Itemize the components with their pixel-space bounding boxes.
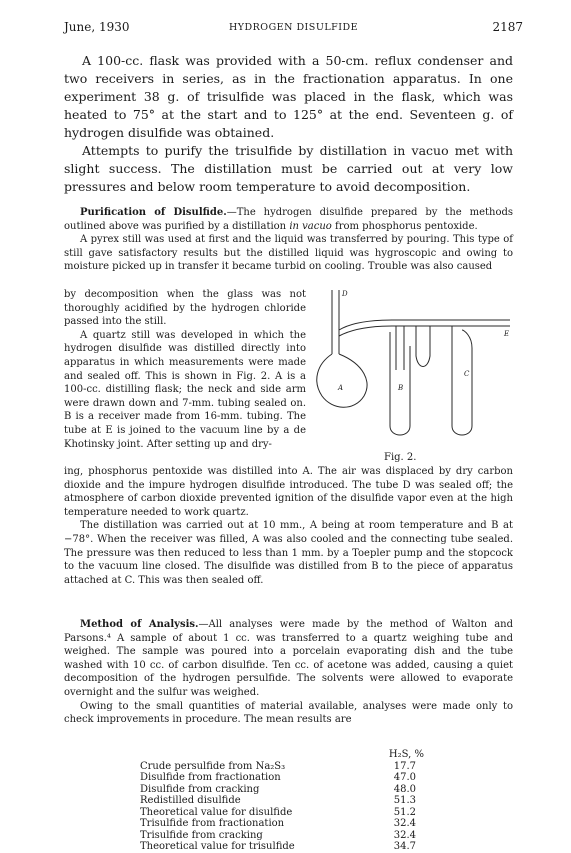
- row-label: Disulfide from cracking: [140, 783, 260, 795]
- intro-paragraph-1: A 100-cc. flask was provided with a 50-cm. reflux condenser and two receivers in series, as in the fractionation apparatus. In one experiment 38 g. of trisulfide was placed in the flask, which was heated to 75° at the start and to 125° at the end. Seventeen g. of hydrogen disulfide was obtained.: [64, 53, 513, 140]
- label-a: A: [338, 384, 344, 392]
- connector-tube: [396, 326, 404, 370]
- header-date: June, 1930: [64, 20, 130, 34]
- analysis-section: [64, 618, 513, 727]
- purification-section-top: [64, 206, 513, 274]
- analysis-p1-text: —All analyses were made by the method of Walton and Parsons.⁴ A sample of about 1 cc. was transferred to a quartz weighing tube and weighed. The sample was poured into a porcelain evaporating dish and the tube washed with 10 cc. of carbon disulfide. Ten cc. of acetone was added, causing a quiet decomposition of the hydrogen persulfide. The solvents were allowed to evaporate overnight and the sulfur was weighed.: [64, 619, 513, 698]
- label-d: D: [342, 290, 348, 298]
- running-title: HYDROGEN DISULFIDE: [228, 22, 359, 33]
- flask-neck: [332, 306, 339, 354]
- row-label: Theoretical value for disulfide: [140, 806, 293, 818]
- tube-d: [332, 290, 339, 312]
- row-label: Theoretical value for trisulfide: [140, 841, 295, 852]
- side-arm-inner: [339, 326, 462, 336]
- table-row: [140, 784, 440, 796]
- results-table: [140, 749, 440, 853]
- u-tube: [416, 326, 430, 367]
- intro-section: [64, 52, 513, 196]
- purification-paragraph-1: [64, 206, 513, 233]
- purification-section-bottom: [64, 465, 513, 587]
- purification-narrow-column: [64, 288, 306, 451]
- page-header: [64, 20, 523, 38]
- table-row: [140, 830, 440, 842]
- table-header-row: [140, 749, 440, 761]
- row-label: Crude persulfide from Na₂S₃: [140, 760, 286, 772]
- tube-c: [452, 326, 472, 435]
- table-row: [140, 807, 440, 819]
- figure-caption: Fig. 2.: [384, 452, 417, 463]
- row-value: 51.3: [393, 795, 416, 806]
- row-value: 47.0: [393, 772, 416, 783]
- purification-paragraph-2: A pyrex still was used at first and the liquid was transferred by pouring. This type of still gave satisfactory results but the distilled liquid was hygroscopic and owing to moisture picked up in transfer it became turbid on cooling. Trouble was also caused: [64, 234, 513, 273]
- page-number: 2187: [492, 20, 523, 34]
- intro-paragraph-2: Attempts to purify the trisulfide by distillation in vacuo met with slight success. The distillation must be carried out at very low pressures and below room temperature to avoid decomposition.: [64, 143, 513, 194]
- side-arm: [339, 320, 462, 330]
- figure-2-apparatus: [312, 286, 512, 456]
- label-c: C: [464, 370, 470, 378]
- tube-e: [462, 320, 510, 326]
- analysis-paragraph-2: Owing to the small quantities of material available, analyses were made only to check improvements in procedure. The mean results are: [64, 700, 513, 726]
- flask-a: [317, 354, 367, 407]
- row-value: 51.2: [393, 806, 416, 818]
- row-value: 32.4: [393, 829, 416, 841]
- apparatus-drawing: [312, 286, 512, 456]
- purification-paragraph-4: The distillation was carried out at 10 mm., A being at room temperature and B at −78°. When the receiver was filled, A was also cooled and the connecting tube sealed. The pressure was then reduced to less than 1 mm. by a Toepler pump and the stopcock to the vacuum line closed. The disulfide was distilled from B to the piece of apparatus attached at C. This was then sealed off.: [64, 520, 513, 586]
- column-header-h2s: H₂S, %: [388, 749, 424, 760]
- row-label: Trisulfide from cracking: [140, 829, 263, 841]
- purification-p1-start: —The hydrogen disulfide prepared by the methods outlined above was purified by a distillation: [64, 207, 513, 232]
- row-label: Trisulfide from fractionation: [140, 818, 285, 829]
- label-e: E: [504, 330, 510, 338]
- row-label: Disulfide from fractionation: [140, 772, 281, 783]
- purification-paragraph-2-cont: by decomposition when the glass was not thoroughly acidified by the hydrogen chloride passed into the still.: [64, 289, 306, 328]
- purification-paragraph-3-cont: ing, phosphorus pentoxide was distilled into A. The air was displaced by dry carbon dioxide and the impure hydrogen disulfide introduced. The tube D was sealed off; the atmosphere of carbon dioxide prevented ignition of the disulfide vapor even at the high temperature needed to work quartz.: [64, 466, 513, 518]
- row-value: 48.0: [393, 783, 416, 795]
- label-b: B: [398, 384, 404, 392]
- row-value: 17.7: [393, 760, 416, 772]
- table-row: [140, 841, 440, 853]
- analysis-heading: Method of Analysis.: [80, 619, 199, 630]
- table-row: [140, 795, 440, 807]
- row-value: 32.4: [393, 818, 416, 829]
- table-body: [140, 761, 440, 853]
- purification-p1-end: from phosphorus pentoxide.: [331, 220, 478, 232]
- table-row: [140, 818, 440, 830]
- row-value: 34.7: [393, 841, 416, 852]
- analysis-paragraph-1: [64, 618, 513, 700]
- row-label: Redistilled disulfide: [140, 795, 241, 806]
- table-row: [140, 761, 440, 773]
- table-row: [140, 772, 440, 784]
- purification-heading: Purification of Disulfide.: [80, 207, 227, 218]
- purification-paragraph-3: A quartz still was developed in which the hydrogen disulfide was distilled directly into apparatus in which measurements were made and sealed off. This is shown in Fig. 2. A is a 100-cc. distilling flask; the neck and side arm were drawn down and 7-mm. tubing sealed on. B is a receiver made from 16-mm. tubing. The tube at E is joined to the vacuum line by a de Khotinsky joint. After setting up and dry-: [64, 329, 306, 450]
- purification-p1-italic: in vacuo: [289, 220, 332, 232]
